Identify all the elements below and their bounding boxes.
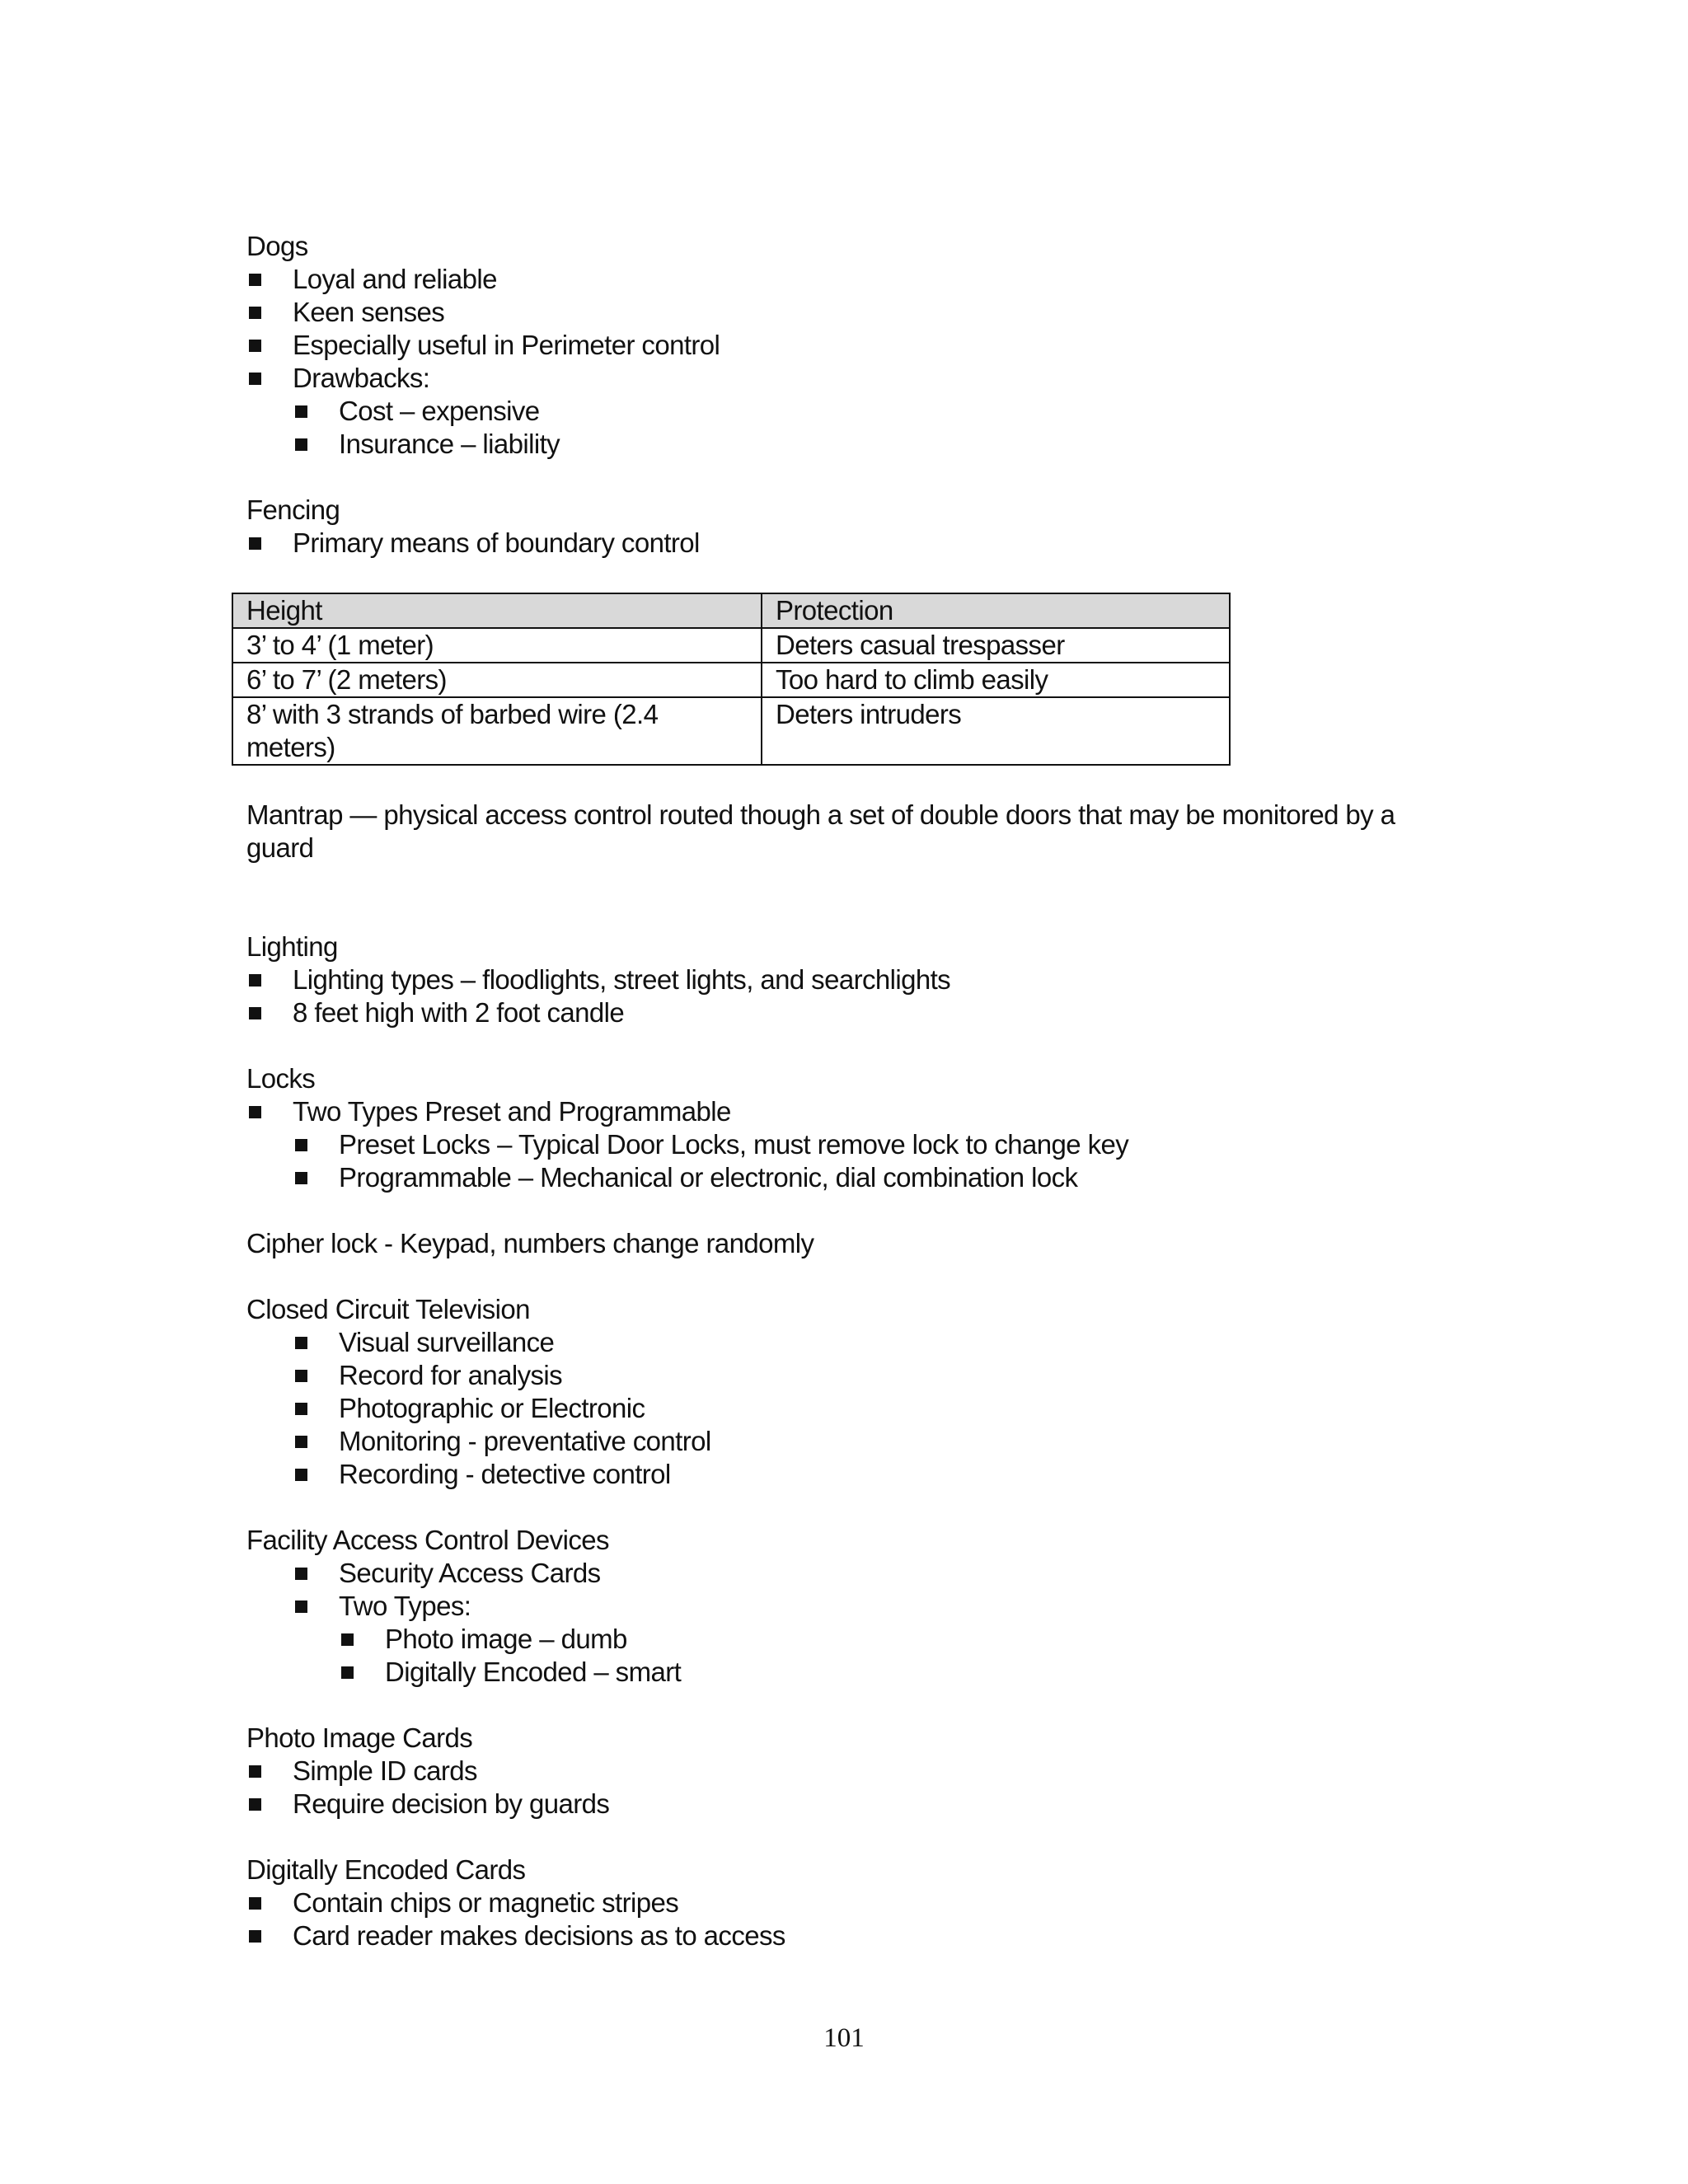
table-row <box>232 628 1230 663</box>
photo-cards-list <box>246 1755 1450 1821</box>
section-cctv <box>246 1293 1450 1491</box>
list-item: Visual surveillance <box>293 1326 1450 1359</box>
table-cell: 3’ to 4’ (1 meter) <box>232 628 762 663</box>
heading-locks: Locks <box>246 1063 316 1094</box>
heading-facility-access: Facility Access Control Devices <box>246 1525 609 1555</box>
heading-photo-cards: Photo Image Cards <box>246 1722 473 1753</box>
table-cell: 6’ to 7’ (2 meters) <box>232 663 762 697</box>
heading-digital-cards: Digitally Encoded Cards <box>246 1854 526 1885</box>
list-item: Contain chips or magnetic stripes <box>246 1886 1450 1919</box>
section-lighting <box>246 930 1450 1029</box>
list-item: Insurance – liability <box>293 428 1450 461</box>
page-number: 101 <box>823 2023 865 2053</box>
table-cell: Deters intruders <box>762 697 1230 765</box>
list-item: Primary means of boundary control <box>246 527 1450 560</box>
mantrap-text: Mantrap — physical access control routed though a set of double doors that may be monitored by a guard <box>246 799 1395 863</box>
cctv-list <box>293 1326 1450 1491</box>
section-mantrap <box>246 799 1450 865</box>
table-header-height: Height <box>232 593 762 628</box>
facility-sublist <box>339 1623 1450 1689</box>
heading-dogs: Dogs <box>246 231 308 261</box>
list-item: Lighting types – floodlights, street lights, and searchlights <box>246 963 1450 996</box>
table-cell: Too hard to climb easily <box>762 663 1230 697</box>
section-facility-access <box>246 1524 1450 1689</box>
table-cell: Deters casual trespasser <box>762 628 1230 663</box>
table-row <box>232 663 1230 697</box>
list-item: Preset Locks – Typical Door Locks, must remove lock to change key <box>293 1128 1450 1161</box>
section-photo-cards <box>246 1722 1450 1821</box>
dogs-drawbacks-list <box>293 395 1450 461</box>
list-item: Require decision by guards <box>246 1788 1450 1821</box>
section-dogs <box>246 230 1450 461</box>
dogs-list <box>246 263 1450 395</box>
list-item: Monitoring - preventative control <box>293 1425 1450 1458</box>
list-item: Simple ID cards <box>246 1755 1450 1788</box>
table-header-protection: Protection <box>762 593 1230 628</box>
table-header-row <box>232 593 1230 628</box>
page-content <box>246 230 1450 1985</box>
list-item: Recording - detective control <box>293 1458 1450 1491</box>
list-item: Photo image – dumb <box>339 1623 1450 1656</box>
list-item: 8 feet high with 2 foot candle <box>246 996 1450 1029</box>
list-item: Card reader makes decisions as to access <box>246 1919 1450 1952</box>
list-item: Digitally Encoded – smart <box>339 1656 1450 1689</box>
list-item: Programmable – Mechanical or electronic, dial combination lock <box>293 1161 1450 1194</box>
list-item: Photographic or Electronic <box>293 1392 1450 1425</box>
list-item: Two Types: <box>293 1590 1450 1623</box>
section-cipher <box>246 1227 1450 1260</box>
list-item: Record for analysis <box>293 1359 1450 1392</box>
list-item: Drawbacks: <box>246 362 1450 395</box>
table-row <box>232 697 1230 765</box>
list-item: Security Access Cards <box>293 1557 1450 1590</box>
section-digital-cards <box>246 1854 1450 1952</box>
table-cell: 8’ with 3 strands of barbed wire (2.4 meters) <box>232 697 762 765</box>
locks-sublist <box>293 1128 1450 1194</box>
list-item: Keen senses <box>246 296 1450 329</box>
facility-list <box>293 1557 1450 1623</box>
list-item: Especially useful in Perimeter control <box>246 329 1450 362</box>
section-locks <box>246 1062 1450 1194</box>
heading-lighting: Lighting <box>246 931 338 962</box>
fencing-table <box>232 593 1231 766</box>
cipher-text: Cipher lock - Keypad, numbers change randomly <box>246 1228 814 1258</box>
section-fencing <box>246 494 1450 560</box>
list-item: Cost – expensive <box>293 395 1450 428</box>
list-item: Two Types Preset and Programmable <box>246 1095 1450 1128</box>
list-item: Loyal and reliable <box>246 263 1450 296</box>
heading-fencing: Fencing <box>246 494 340 525</box>
locks-list <box>246 1095 1450 1128</box>
heading-cctv: Closed Circuit Television <box>246 1294 530 1324</box>
digital-cards-list <box>246 1886 1450 1952</box>
fencing-list <box>246 527 1450 560</box>
lighting-list <box>246 963 1450 1029</box>
